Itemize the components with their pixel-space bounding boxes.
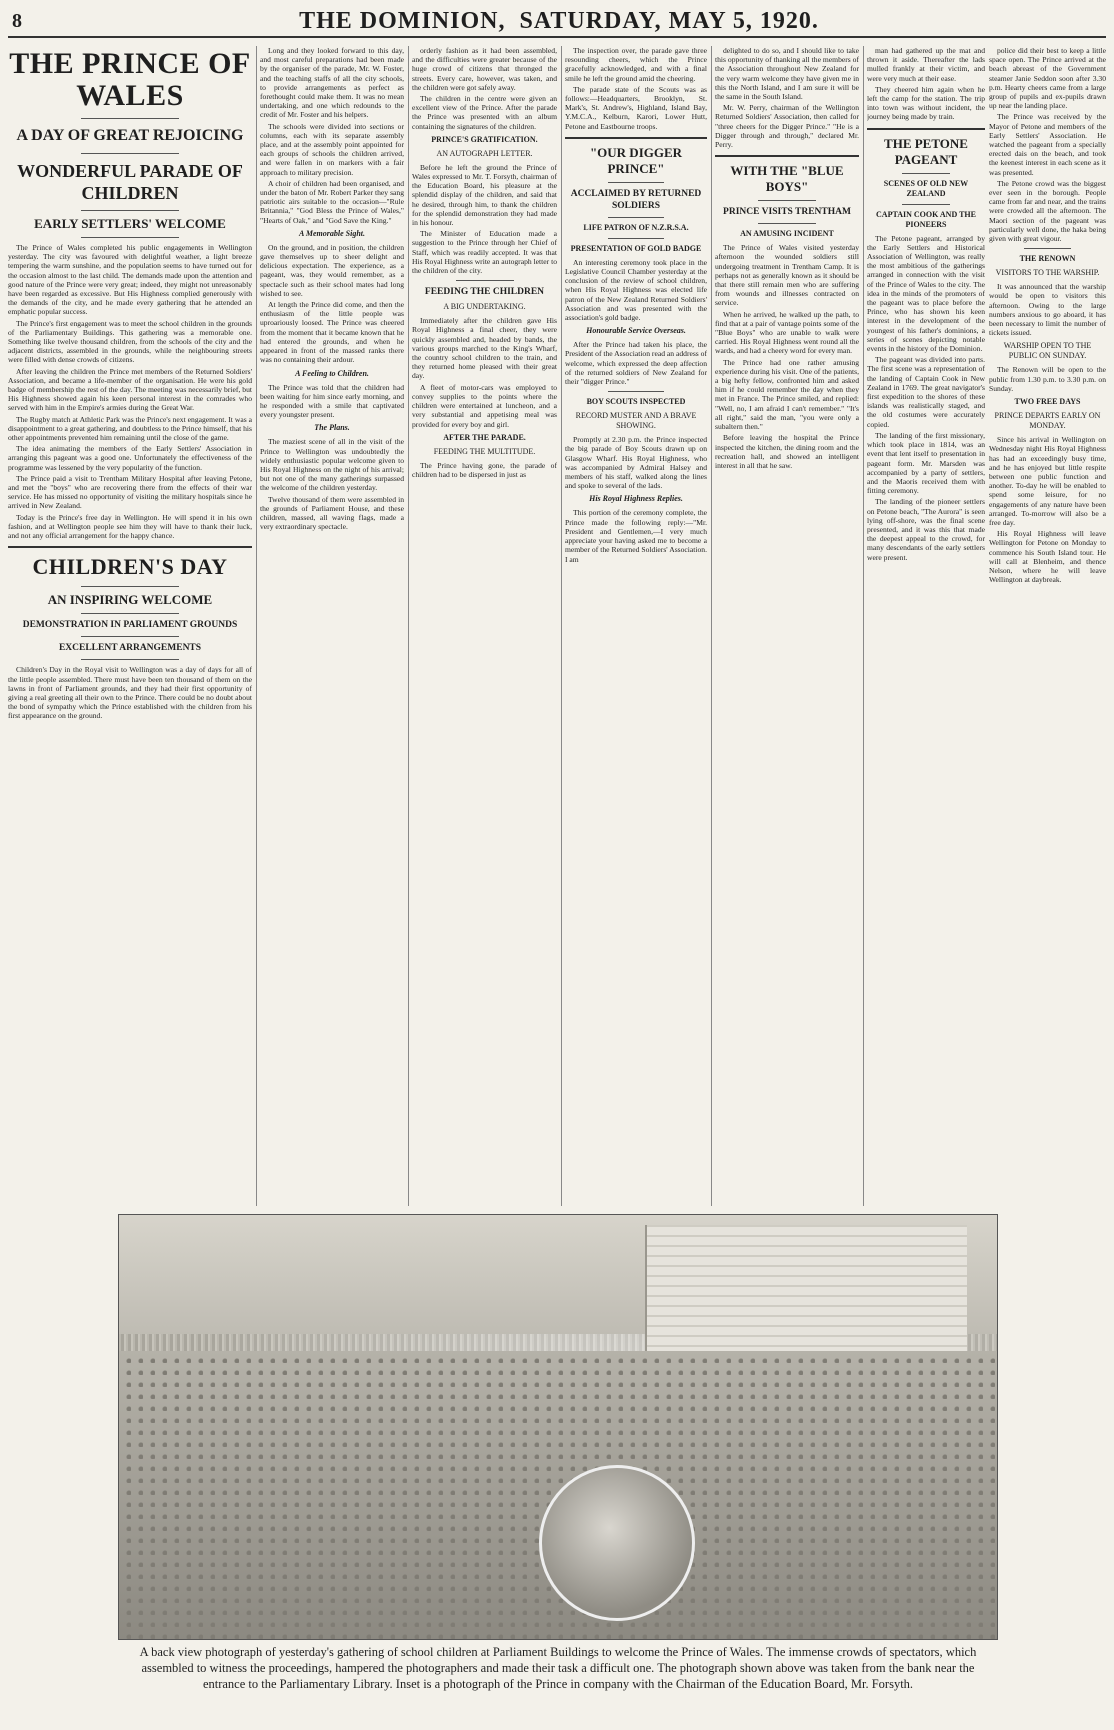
article-paragraph: After leaving the children the Prince met members of the Returned Soldiers' Association, and became a life-member of the organisation. He were his gold badge of membership the rest of the day. The meeting was necessarily brief, but His Highness showed again his keen personal interest in the comrades who served with him in the Empire's armies during the Great War. <box>8 366 252 413</box>
article-paragraph: Twelve thousand of them were assembled in the grounds of Parliament House, and these children, massed, all waving flags, made a very extraordinary spectacle. <box>260 494 404 532</box>
deck-early-settlers: EARLY SETTLERS' WELCOME <box>34 216 226 231</box>
deck-amusing-incident: AN AMUSING INCIDENT <box>740 229 834 239</box>
article-paragraph: delighted to do so, and I should like to take this opportunity of thanking all the members of the Association throughout New Zealand for the very warm welcome they have given me in this the North Island, and I am sure it will be the same in the South Island. <box>715 46 859 102</box>
article-paragraph: The Rugby match at Athletic Park was the Prince's next engagement. It was a disappointment to a great gathering, and doubtless to the Prince himself, that his other appointments prevented him remaining until the close of the game. <box>8 414 252 443</box>
subhead: A Feeling to Children. <box>295 368 369 378</box>
article-paragraph: The Prince of Wales visited yesterday afternoon the wounded soldiers still undergoing treatment in Trentham Camp. It is perhaps not as generally known as it should be that there still remain men who are suffering from wounds and illnesses contracted on service. <box>715 243 859 308</box>
article-paragraph: This portion of the ceremony complete, the Prince made the following reply:—"Mr. President and Gentlemen,—I very much appreciate your having asked me to become a member of the Returned Soldiers' Association. I am <box>565 508 707 564</box>
subhead: WARSHIP OPEN TO THE PUBLIC ON SUNDAY. <box>1003 341 1092 361</box>
article-paragraph: They cheered him again when he left the camp for the station. The trip into town was without incident, the journey being made by train. <box>867 84 985 122</box>
newspaper-page <box>8 6 1106 1724</box>
article-paragraph: The Prince having gone, the parade of children had to be dispersed in just as <box>412 460 557 479</box>
deck-life-patron: LIFE PATRON OF N.Z.R.S.A. <box>583 222 689 232</box>
article-paragraph: On the ground, and in position, the children gave themselves up to sheer delight and delicious expectation. The experience, as a pageant, was, they would remember, as a spectacle such as their school mates had long wished to see. <box>260 242 404 298</box>
subhead: AN AUTOGRAPH LETTER. <box>436 148 533 158</box>
article-paragraph: The idea animating the members of the Early Settlers' Association in arranging this pageant was a good one. Unfortunately the effectiveness of the programme was lessened by the very popularity of the function. <box>8 444 252 472</box>
subhead: BOY SCOUTS INSPECTED <box>586 397 686 407</box>
article-paragraph: Promptly at 2.30 p.m. the Prince inspected the big parade of Boy Scouts drawn up on Glasgow Wharf. His Royal Highness, who was accompanied by Admiral Halsey and members of his staff, walked along the lines and spoke to several of the lads. <box>565 435 707 491</box>
article-paragraph: man had gathered up the mat and thrown it aside. Thereafter the lads mulled frankly at their victim, and were very much at their ease. <box>867 46 985 83</box>
deck-inspiring-welcome: AN INSPIRING WELCOME <box>47 592 213 608</box>
headline-childrens-day: CHILDREN'S DAY <box>32 554 228 580</box>
column-1 <box>8 46 252 1206</box>
headline-digger-prince: "OUR DIGGER PRINCE" <box>589 144 683 176</box>
article-paragraph: Before he left the ground the Prince of Wales expressed to Mr. T. Forsyth, chairman of the Education Board, his pleasure at the splendid display of the children, and said that he desired, through him, to thank the children for the splendid demonstration they had made in his honour. <box>412 162 557 228</box>
article-paragraph: A choir of children had been organised, and under the baton of Mr. Robert Parker they sang patriotic airs suitable to the occasion—"Rule Britannia," "God Bless the Prince of Wales," "Hearts of Oak," and "God Save the King." <box>260 178 404 225</box>
column-4 <box>565 46 707 1206</box>
subhead: AFTER THE PARADE. <box>443 432 526 442</box>
column-rule <box>863 46 864 1206</box>
deck-old-new-zealand: SCENES OF OLD NEW ZEALAND <box>883 178 969 198</box>
article-paragraph: The inspection over, the parade gave three resounding cheers, which the Prince gracefully acknowledged, and with a final smile he left the ground amid the cheering. <box>565 46 707 83</box>
article-paragraph: The schools were divided into sections or columns, each with its separate assembly place, and at the assembly point appointed for each groups of schools the children arrived, and were fallen in on markers with a fair approach to military precision. <box>260 121 404 177</box>
inset-portrait <box>539 1465 695 1621</box>
deck-returned-soldiers: ACCLAIMED BY RETURNED SOLDIERS <box>570 188 702 211</box>
masthead <box>8 6 1106 38</box>
article-paragraph: The Petone pageant, arranged by the Early Settlers and Historical Association of Wellington, was really the most ambitious of the gatherings arranged in connection with the visit of the Prince of Wales to the city. The idea in the minds of the promoters of the pageant was to place before the Prince, who has shown his keen interest in the development of the youngest of his father's dominions, a series of scenes depicting notable events in the history of the Dominion. <box>867 233 985 354</box>
article-paragraph: An interesting ceremony took place in the Legislative Council Chamber yesterday at the conclusion of the review of school children, when His Royal Highness was elected life patron of the New Zealand Returned Soldiers' Association and was presented with the association's gold badge. <box>565 257 707 323</box>
article-paragraph: Children's Day in the Royal visit to Wellington was a day of days for all of the little people assembled. There must have been ten thousand of them on the lawns in front of Parliament grounds, and they had their first opportunity of giving a real greeting all their own to the Prince. There could be no doubt about the bond of sympathy which the Prince established with the children from his first appearance on the ground. <box>8 665 252 721</box>
article-paragraph: His Royal Highness will leave Wellington for Petone on Monday to commence his South Island tour. He will call at Blenheim, and thence Nelson, where he will leave Wellington at daybreak. <box>989 529 1106 585</box>
deck-trentham: PRINCE VISITS TRENTHAM <box>723 207 851 218</box>
subhead: FEEDING THE CHILDREN <box>424 287 545 298</box>
column-rule <box>408 46 409 1206</box>
article-paragraph: Mr. W. Perry, chairman of the Wellington Returned Soldiers' Association, then called for "three cheers for the Digger Prince." "He is a Digger through and through," declared Mr. Perry. <box>715 103 859 150</box>
deck-captain-cook: CAPTAIN COOK AND THE PIONEERS <box>876 209 976 229</box>
article-paragraph: Since his arrival in Wellington on Wednesday night His Royal Highness has had an exceedingly busy time, and he has enjoyed but little respite between one public function and another. To-day he will be enabled to spend some leisure, for no engagements of any nature have been arranged. To-morrow will also be a free day. <box>989 435 1106 527</box>
article-paragraph: Long and they looked forward to this day, and most careful preparations had been made by the organiser of the parade, Mr. W. Foster, and the teaching staffs of all the city schools, to provide arrangements as perfect as forethought could make them. It was no mean undertaking, and one which redounds to the credit of Mr. Foster and his helpers. <box>260 46 404 120</box>
column-7 <box>989 46 1106 1206</box>
article-paragraph: The children in the centre were given an excellent view of the Prince. After the parade the Prince was presented with an album containing the signatures of the children. <box>412 94 557 131</box>
article-paragraph: At length the Prince did come, and then the enthusiasm of the little people was uproariously loosed. The Prince was cheered from the moment that it became known that he had entered the grounds, and when he appeared in front of the massed ranks there was no containing their ardour. <box>260 300 404 365</box>
subhead: RECORD MUSTER AND A BRAVE SHOWING. <box>575 411 697 431</box>
article-paragraph: The maziest scene of all in the visit of the Prince to Wellington was undoubtedly the widely enthusiastic popular welcome given to His Royal Highness on the night of his arrival; but not one of the many gatherings surpassed the welcome of the children yesterday. <box>260 437 404 493</box>
article-paragraph: The parade state of the Scouts was as follows:—Headquarters, Brooklyn, St. Mark's, St. Andrew's, Highland, Island Bay, Y.M.C.A., Kelburn, Karori, Lower Hutt, Petone and Eastbourne troops. <box>565 84 707 131</box>
subhead: A BIG UNDERTAKING. <box>443 302 526 312</box>
article-paragraph: After the Prince had taken his place, the President of the Association read an address of welcome, which expressed the deep affection of the returned soldiers of New Zealand for their "digger Prince." <box>565 340 707 387</box>
subhead: PRINCE DEPARTS EARLY ON MONDAY. <box>994 411 1101 431</box>
article-paragraph: The Petone crowd was the biggest ever seen in the borough. People came from far and near, and the trains were crowded all the afternoon. The Maori section of the pageant was particularly well done, the haka being given with great vigour. <box>989 178 1106 244</box>
paper-name: THE DOMINION, <box>299 7 506 34</box>
article-paragraph: The Prince was received by the Mayor of Petone and members of the Early Settlers' Association. He watched the pageant from a specially erected dais on the beach, and took the keenest interest in each scene as it was presented. <box>989 112 1106 177</box>
subhead: His Royal Highness Replies. <box>589 494 683 504</box>
article-paragraph: The landing of the pioneer settlers on Petone beach, "The Aurora" is seen lying off-shore, was the final scene presented, and it was this that made the deepest appeal to the crowd, for many descendants of the early settlers were present. <box>867 497 985 562</box>
article-paragraph: It was announced that the warship would be open to visitors this afternoon. Owing to the large numbers anxious to go aboard, it has been necessary to limit the number of tickets issued. <box>989 282 1106 338</box>
article-paragraph: The Prince had one rather amusing experience during his visit. One of the patients, a big hefty fellow, confronted him and asked him if he could remember the day when they met in France. The Prince smiled, and replied: "Well, no, I am afraid I can't remember." "It's all right," said the man, "you were only a subaltern then." <box>715 357 859 432</box>
article-paragraph: A fleet of motor-cars was employed to convey supplies to the points where the children were entertained at luncheon, and a very substantial and appetising meal was provided for every boy and girl. <box>412 382 557 429</box>
article-paragraph: The Prince of Wales completed his public engagements in Wellington yesterday. The city was favoured with delightful weather, a light breeze tempering the warm sunshine, and the population seems to have turned out for the occasion almost to the last child. The demands made upon the attention and good nature of the Prince were very great; indeed, they might not unreasonably have been regarded as excessive. But His Highness complied generously with the demands of the city, and he made every gathering that he attended an emphatic popular success. <box>8 243 252 317</box>
subhead: VISITORS TO THE WARSHIP. <box>995 268 1100 278</box>
deck-parade-of-children: WONDERFUL PARADE OF CHILDREN <box>17 161 243 203</box>
photo-caption: A back view photograph of yesterday's gathering of school children at Parliament Buildings to welcome the Prince of Wales. The immense crowds of spectators, which assembled to witness the proceedings, hampered the photographers and made their task a difficult one. The photograph shown above was taken from the bank near the entrance to the Parliamentary Library. Inset is a photograph of the Prince in company with the Chairman of the Education Board, Mr. Forsyth. <box>139 1645 977 1691</box>
headline-petone-pageant: THE PETONE PAGEANT <box>884 135 968 167</box>
crowd-photograph <box>118 1214 998 1640</box>
article-paragraph: When he arrived, he walked up the path, to find that at a pair of vantage points some of the "Blue Boys" who are unable to walk were carried. His Royal Highness went round all the wards, and had a cheery word for every man. <box>715 309 859 356</box>
article-paragraph: police did their best to keep a little space open. The Prince arrived at the beach abreast of the Government steamer Janie Seddon soon after 3.30 p.m. Hearty cheers came from a large group of pupils and ex-pupils drawn up near the landing place. <box>989 46 1106 111</box>
article-paragraph: Today is the Prince's free day in Wellington. He will spend it in his own fashion, and at Wellington people see him they will have to thank their luck, and not any official arrangement for the happy chance. <box>8 512 252 541</box>
page-number: 8 <box>12 9 22 32</box>
article-paragraph: The pageant was divided into parts. The first scene was a representation of the landing of Captain Cook in New Zealand in 1769. The great navigator's first expedition to the shores of these islands was realistically staged, and the old costumes were accurately copied. <box>867 355 985 429</box>
subhead: The Plans. <box>314 423 350 433</box>
article-paragraph: The Prince paid a visit to Trentham Military Hospital after leaving Petone, and met the "boys" who are recovering there from the effects of their war service. He has missed no opportunity of visiting the military hospitals since he arrived in New Zealand. <box>8 473 252 511</box>
issue-date: SATURDAY, MAY 5, 1920. <box>519 7 819 34</box>
subhead: Honourable Service Overseas. <box>586 326 686 336</box>
column-6 <box>867 46 985 1206</box>
article-paragraph: The Prince was told that the children had been waiting for him since early morning, and he responded with a smile that captivated every youngster present. <box>260 382 404 420</box>
article-paragraph: The Minister of Education made a suggestion to the Prince through her Chief of Staff, which was readily accepted. It was that His Royal Highness write an autograph letter to the children of the city. <box>412 229 557 276</box>
article-paragraph: Before leaving the hospital the Prince inspected the kitchen, the dining room and the recreation hall, and showed an intelligent interest in all that he saw. <box>715 433 859 470</box>
column-2 <box>260 46 404 1206</box>
article-paragraph: The landing of the first missionary, which took place in 1814, was an event that lent itself to presentation in pageant form. Mr. Marsden was accompanied by a party of settlers, and the Maoris received them with fitting ceremony. <box>867 430 985 496</box>
subhead-renown: THE RENOWN <box>1019 254 1076 264</box>
article-paragraph: orderly fashion as it had been assembled, and the difficulties were greater because of the huge crowd of citizens that thronged the streets. Every care, however, was taken, and the children were got safely away. <box>412 46 557 92</box>
headline-prince-of-wales: THE PRINCE OF WALES <box>9 47 251 112</box>
deck-gold-badge: PRESENTATION OF GOLD BADGE <box>570 243 702 253</box>
article-paragraph: Immediately after the children gave His Royal Highness a final cheer, they were quickly assembled and, headed by bands, the various groups marched to the King's Wharf, the country school children to the train, and they returned home pleased with their great day. <box>412 316 557 381</box>
deck-great-rejoicing: A DAY OF GREAT REJOICING <box>16 127 244 144</box>
subhead: PRINCE'S GRATIFICATION. <box>431 134 538 144</box>
deck-excellent-arrangements: EXCELLENT ARRANGEMENTS <box>58 643 202 654</box>
column-3 <box>412 46 557 1206</box>
article-paragraph: The Prince's first engagement was to meet the school children in the grounds of the Parliamentary Buildings. This gathering was a memorable one. Something like twelve thousand children, from the schools of the city and the adjacent districts, assembled in the grounds, while the neighbouring streets were filled with dense crowds of citizens. <box>8 318 252 365</box>
column-rule <box>711 46 712 1206</box>
column-5 <box>715 46 859 1206</box>
column-rule <box>256 46 257 1206</box>
column-rule <box>561 46 562 1206</box>
subhead: A Memorable Sight. <box>298 228 365 238</box>
deck-demonstration: DEMONSTRATION IN PARLIAMENT GROUNDS <box>22 620 238 631</box>
headline-blue-boys: WITH THE "BLUE BOYS" <box>730 163 844 195</box>
subhead: TWO FREE DAYS <box>1014 397 1081 407</box>
subhead: FEEDING THE MULTITUDE. <box>433 446 536 456</box>
article-paragraph: The Renown will be open to the public from 1.30 p.m. to 3.30 p.m. on Sunday. <box>989 365 1106 393</box>
